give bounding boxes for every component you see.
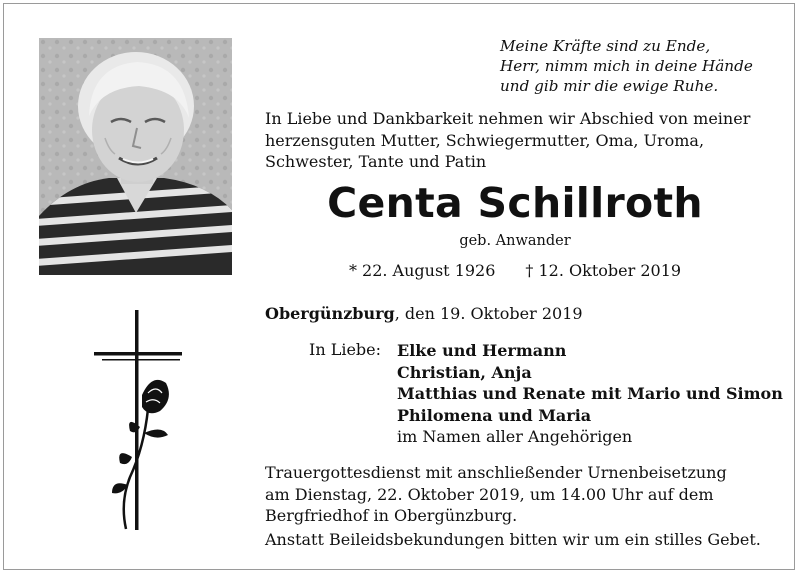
portrait-photo [39, 38, 232, 275]
mourners-footer: im Namen aller Angehörigen [397, 427, 633, 446]
place-date [265, 304, 583, 323]
service-line: Bergfriedhof in Obergünzburg. [265, 506, 518, 525]
life-dates [265, 261, 765, 280]
birth-date: * 22. August 1926 [348, 261, 496, 280]
intro-line: herzensguten Mutter, Schwiegermutter, Oma, Uroma, [265, 130, 705, 150]
obituary-notice [3, 3, 795, 570]
service-line: Trauergottesdienst mit anschließender Urnenbeisetzung [265, 463, 727, 482]
mourners-list [397, 340, 783, 448]
verse [500, 36, 753, 96]
mourner-name: Elke und Hermann [397, 341, 567, 360]
intro-text [265, 108, 750, 173]
service-line: am Dienstag, 22. Oktober 2019, um 14.00 Uhr auf dem [265, 484, 714, 504]
cross-with-rose-icon [90, 307, 190, 541]
verse-line: und gib mir die ewige Ruhe. [500, 77, 719, 95]
death-date: † 12. Oktober 2019 [525, 261, 682, 280]
maiden-name: geb. Anwander [459, 233, 571, 249]
intro-line: In Liebe und Dankbarkeit nehmen wir Abschied von meiner [265, 109, 751, 128]
closing-request: Anstatt Beileidsbekundungen bitten wir um ein stilles Gebet. [265, 530, 761, 549]
service-info [265, 462, 727, 527]
intro-line: Schwester, Tante und Patin [265, 152, 487, 171]
verse-line: Herr, nimm mich in deine Hände [500, 57, 753, 75]
mourner-name: Christian, Anja [397, 362, 532, 382]
deceased-name: Centa Schillroth [327, 179, 703, 227]
mourners-label: In Liebe: [309, 340, 382, 359]
mourner-name: Matthias und Renate mit Mario und Simon [397, 384, 783, 403]
verse-line: Meine Kräfte sind zu Ende, [500, 37, 711, 55]
notice-date: , den 19. Oktober 2019 [394, 304, 583, 323]
mourner-name: Philomena und Maria [397, 405, 592, 425]
place-name: Obergünzburg [265, 304, 395, 323]
